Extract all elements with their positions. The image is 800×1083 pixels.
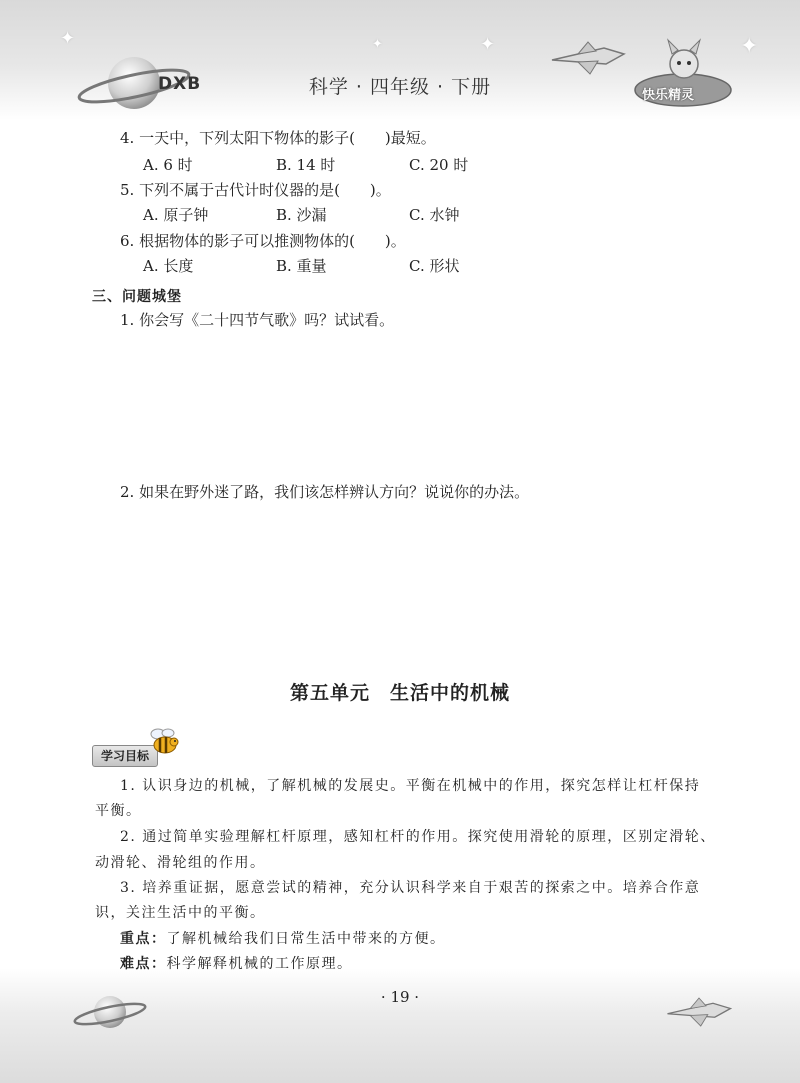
question-open-2: 2. 如果在野外迷了路，我们该怎样辨认方向？说说你的办法。 [120, 483, 530, 501]
question-6-option-b: B. 重量 [276, 257, 327, 275]
sparkle-icon: ✦ [372, 37, 383, 52]
key-point-label: 重点： [120, 931, 167, 947]
bee-icon [148, 726, 180, 756]
question-6-option-a: A. 长度 [143, 257, 194, 275]
question-5-stem: 5. 下列不属于古代计时仪器的是( )。 [120, 181, 391, 199]
page-number: · 19 · [380, 988, 420, 1006]
question-4-option-c: C. 20 时 [409, 156, 469, 174]
question-4-option-a: A. 6 时 [143, 156, 193, 174]
goal-line-3: 2. 通过简单实验理解杠杆原理，感知杠杆的作用。探究使用滑轮的原理，区别定滑轮、 [120, 829, 716, 845]
unit-title: 第五单元 生活中的机械 [289, 682, 510, 704]
question-5-option-a: A. 原子钟 [143, 206, 209, 224]
book-title: 科学 · 四年级 · 下册 [308, 76, 492, 98]
question-6-stem: 6. 根据物体的影子可以推测物体的( )。 [120, 232, 406, 250]
question-4-stem: 4. 一天中，下列太阳下物体的影子( )最短。 [120, 129, 436, 147]
question-open-1: 1. 你会写《二十四节气歌》吗？试试看。 [120, 311, 395, 329]
difficult-point-label: 难点： [120, 956, 167, 972]
goal-line-2: 平衡。 [95, 803, 142, 819]
learning-goals-badge: 学习目标 [92, 745, 158, 767]
goal-line-6: 识，关注生活中的平衡。 [95, 905, 266, 921]
question-6-option-c: C. 形状 [409, 257, 460, 275]
sparkle-icon: ✦ [480, 34, 496, 55]
key-point [120, 928, 446, 950]
difficult-point [120, 953, 353, 975]
goal-line-5: 3. 培养重证据，愿意尝试的精神，充分认识科学来自于艰苦的探索之中。培养合作意 [120, 880, 701, 896]
question-5-option-c: C. 水钟 [409, 206, 460, 224]
goal-line-1: 1. 认识身边的机械，了解机械的发展史。平衡在机械中的作用，探究怎样让杠杆保持 [120, 778, 701, 794]
question-4-option-b: B. 14 时 [276, 156, 336, 174]
section-heading: 三、问题城堡 [92, 289, 182, 305]
brand-logo-text: DXB [158, 74, 202, 94]
sparkle-icon: ✦ [60, 28, 76, 49]
difficult-point-text: 科学解释机械的工作原理。 [166, 956, 353, 972]
sparkle-icon: ✦ [740, 34, 759, 59]
goal-line-4: 动滑轮、滑轮组的作用。 [95, 855, 266, 871]
key-point-text: 了解机械给我们日常生活中带来的方便。 [166, 931, 446, 947]
question-5-option-b: B. 沙漏 [276, 206, 327, 224]
mascot-logo-text: 快乐精灵 [642, 88, 695, 103]
space-shuttle-icon [548, 38, 628, 78]
